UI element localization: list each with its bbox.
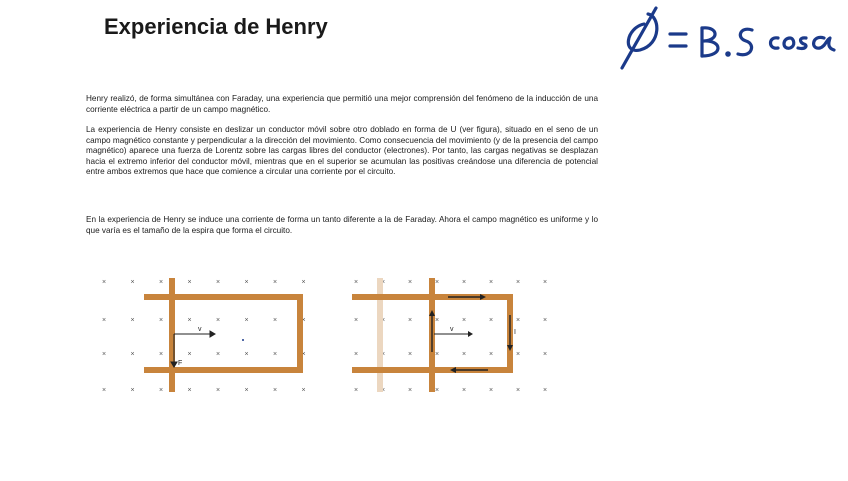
- document-title: Experiencia de Henry: [104, 14, 328, 39]
- field-cross: ×: [272, 317, 278, 324]
- field-cross: ×: [353, 387, 359, 394]
- right-figure: [352, 278, 510, 392]
- field-cross: ×: [244, 279, 249, 286]
- field-cross: ×: [461, 351, 467, 358]
- field-cross: ×: [407, 387, 413, 394]
- paragraph-comparison: En la experiencia de Henry se induce una corriente de forma un tanto diferente a la de Faraday. Ahora el campo magnético es uniforme y lo que varía es el tamaño de la espira que forma el circuito.: [86, 215, 598, 235]
- field-cross: ×: [461, 317, 467, 324]
- field-cross: ×: [542, 351, 548, 358]
- field-cross: ×: [407, 279, 413, 286]
- field-cross: ×: [542, 279, 548, 286]
- force-label-left: F: [178, 360, 183, 367]
- field-cross: ×: [380, 387, 386, 394]
- field-cross: ×: [272, 387, 278, 394]
- field-cross: ×: [244, 351, 249, 358]
- right-arrows: [429, 294, 513, 373]
- field-cross: ×: [272, 351, 278, 358]
- field-cross: ×: [301, 279, 306, 286]
- paragraph-intro: Henry realizó, de forma simultánea con Faraday, una experiencia que permitió una mejor comprensión del fenómeno de la inducción de una corriente eléctrica a partir de un campo magnético.: [86, 94, 598, 114]
- field-cross: ×: [215, 279, 221, 286]
- current-label-right: I: [514, 329, 516, 336]
- field-cross: ×: [101, 351, 107, 358]
- field-cross: ×: [434, 351, 440, 358]
- field-cross: ×: [407, 351, 413, 358]
- field-cross: ×: [130, 317, 135, 324]
- field-cross: ×: [215, 351, 221, 358]
- field-cross: ×: [434, 279, 440, 286]
- velocity-label-right: v: [450, 326, 454, 333]
- field-cross: ×: [215, 387, 221, 394]
- field-cross: ×: [130, 351, 135, 358]
- field-cross: ×: [272, 279, 278, 286]
- field-cross: ×: [434, 317, 440, 324]
- field-cross: ×: [187, 351, 192, 358]
- henry-experiment-figures: [90, 270, 570, 405]
- field-cross: ×: [215, 317, 221, 324]
- field-cross: ×: [353, 279, 359, 286]
- field-cross: ×: [158, 387, 164, 394]
- field-cross: ×: [515, 387, 521, 394]
- field-cross: ×: [101, 279, 107, 286]
- field-cross: ×: [542, 317, 548, 324]
- u-conductor-left: [144, 297, 300, 370]
- field-cross: ×: [380, 279, 386, 286]
- field-cross: ×: [380, 351, 386, 358]
- field-cross: ×: [158, 279, 164, 286]
- field-cross: ×: [187, 317, 192, 324]
- handwritten-formula: [600, 4, 840, 79]
- field-cross: ×: [187, 279, 192, 286]
- field-cross: ×: [461, 279, 467, 286]
- field-cross: ×: [434, 387, 440, 394]
- field-cross: ×: [301, 351, 306, 358]
- left-figure: [144, 278, 300, 392]
- field-cross: ×: [488, 279, 494, 286]
- field-cross: ×: [130, 387, 135, 394]
- field-cross: ×: [187, 387, 192, 394]
- field-cross: ×: [101, 317, 107, 324]
- field-cross: ×: [158, 317, 164, 324]
- field-cross: ×: [488, 387, 494, 394]
- field-cross: ×: [488, 351, 494, 358]
- field-cross: ×: [101, 387, 107, 394]
- field-cross: ×: [244, 387, 249, 394]
- field-cross: ×: [244, 317, 249, 324]
- field-cross: ×: [380, 317, 386, 324]
- field-cross: ×: [407, 317, 413, 324]
- field-cross: ×: [353, 317, 359, 324]
- field-cross: ×: [353, 351, 359, 358]
- field-cross: ×: [515, 351, 521, 358]
- paragraph-experiment: La experiencia de Henry consiste en deslizar un conductor móvil sobre otro doblado en forma de U (ver figura), situado en el seno de un campo magnético constante y perpendicular a la dirección del movimiento. Como consecuencia del movimiento (y de la presencia del campo magnético) aparece una fuerza de Lorentz sobre las cargas libres del conductor (electrones). Por tanto, las cargas negativas se desplazan hacia el extremo inferior del conductor móvil, mientras que en el superior se acumulan las positivas creándose una diferencia de potencial entre ambos extremos que hace que comience a circular una corriente por el circuito.: [86, 125, 598, 177]
- field-cross: ×: [488, 317, 494, 324]
- field-cross: ×: [515, 279, 521, 286]
- field-cross: ×: [130, 279, 135, 286]
- field-cross: ×: [158, 351, 164, 358]
- field-cross: ×: [515, 317, 521, 324]
- field-cross: ×: [542, 387, 548, 394]
- field-cross: ×: [301, 317, 306, 324]
- field-cross: ×: [461, 387, 467, 394]
- field-cross: ×: [301, 387, 306, 394]
- velocity-label-left: v: [198, 326, 202, 333]
